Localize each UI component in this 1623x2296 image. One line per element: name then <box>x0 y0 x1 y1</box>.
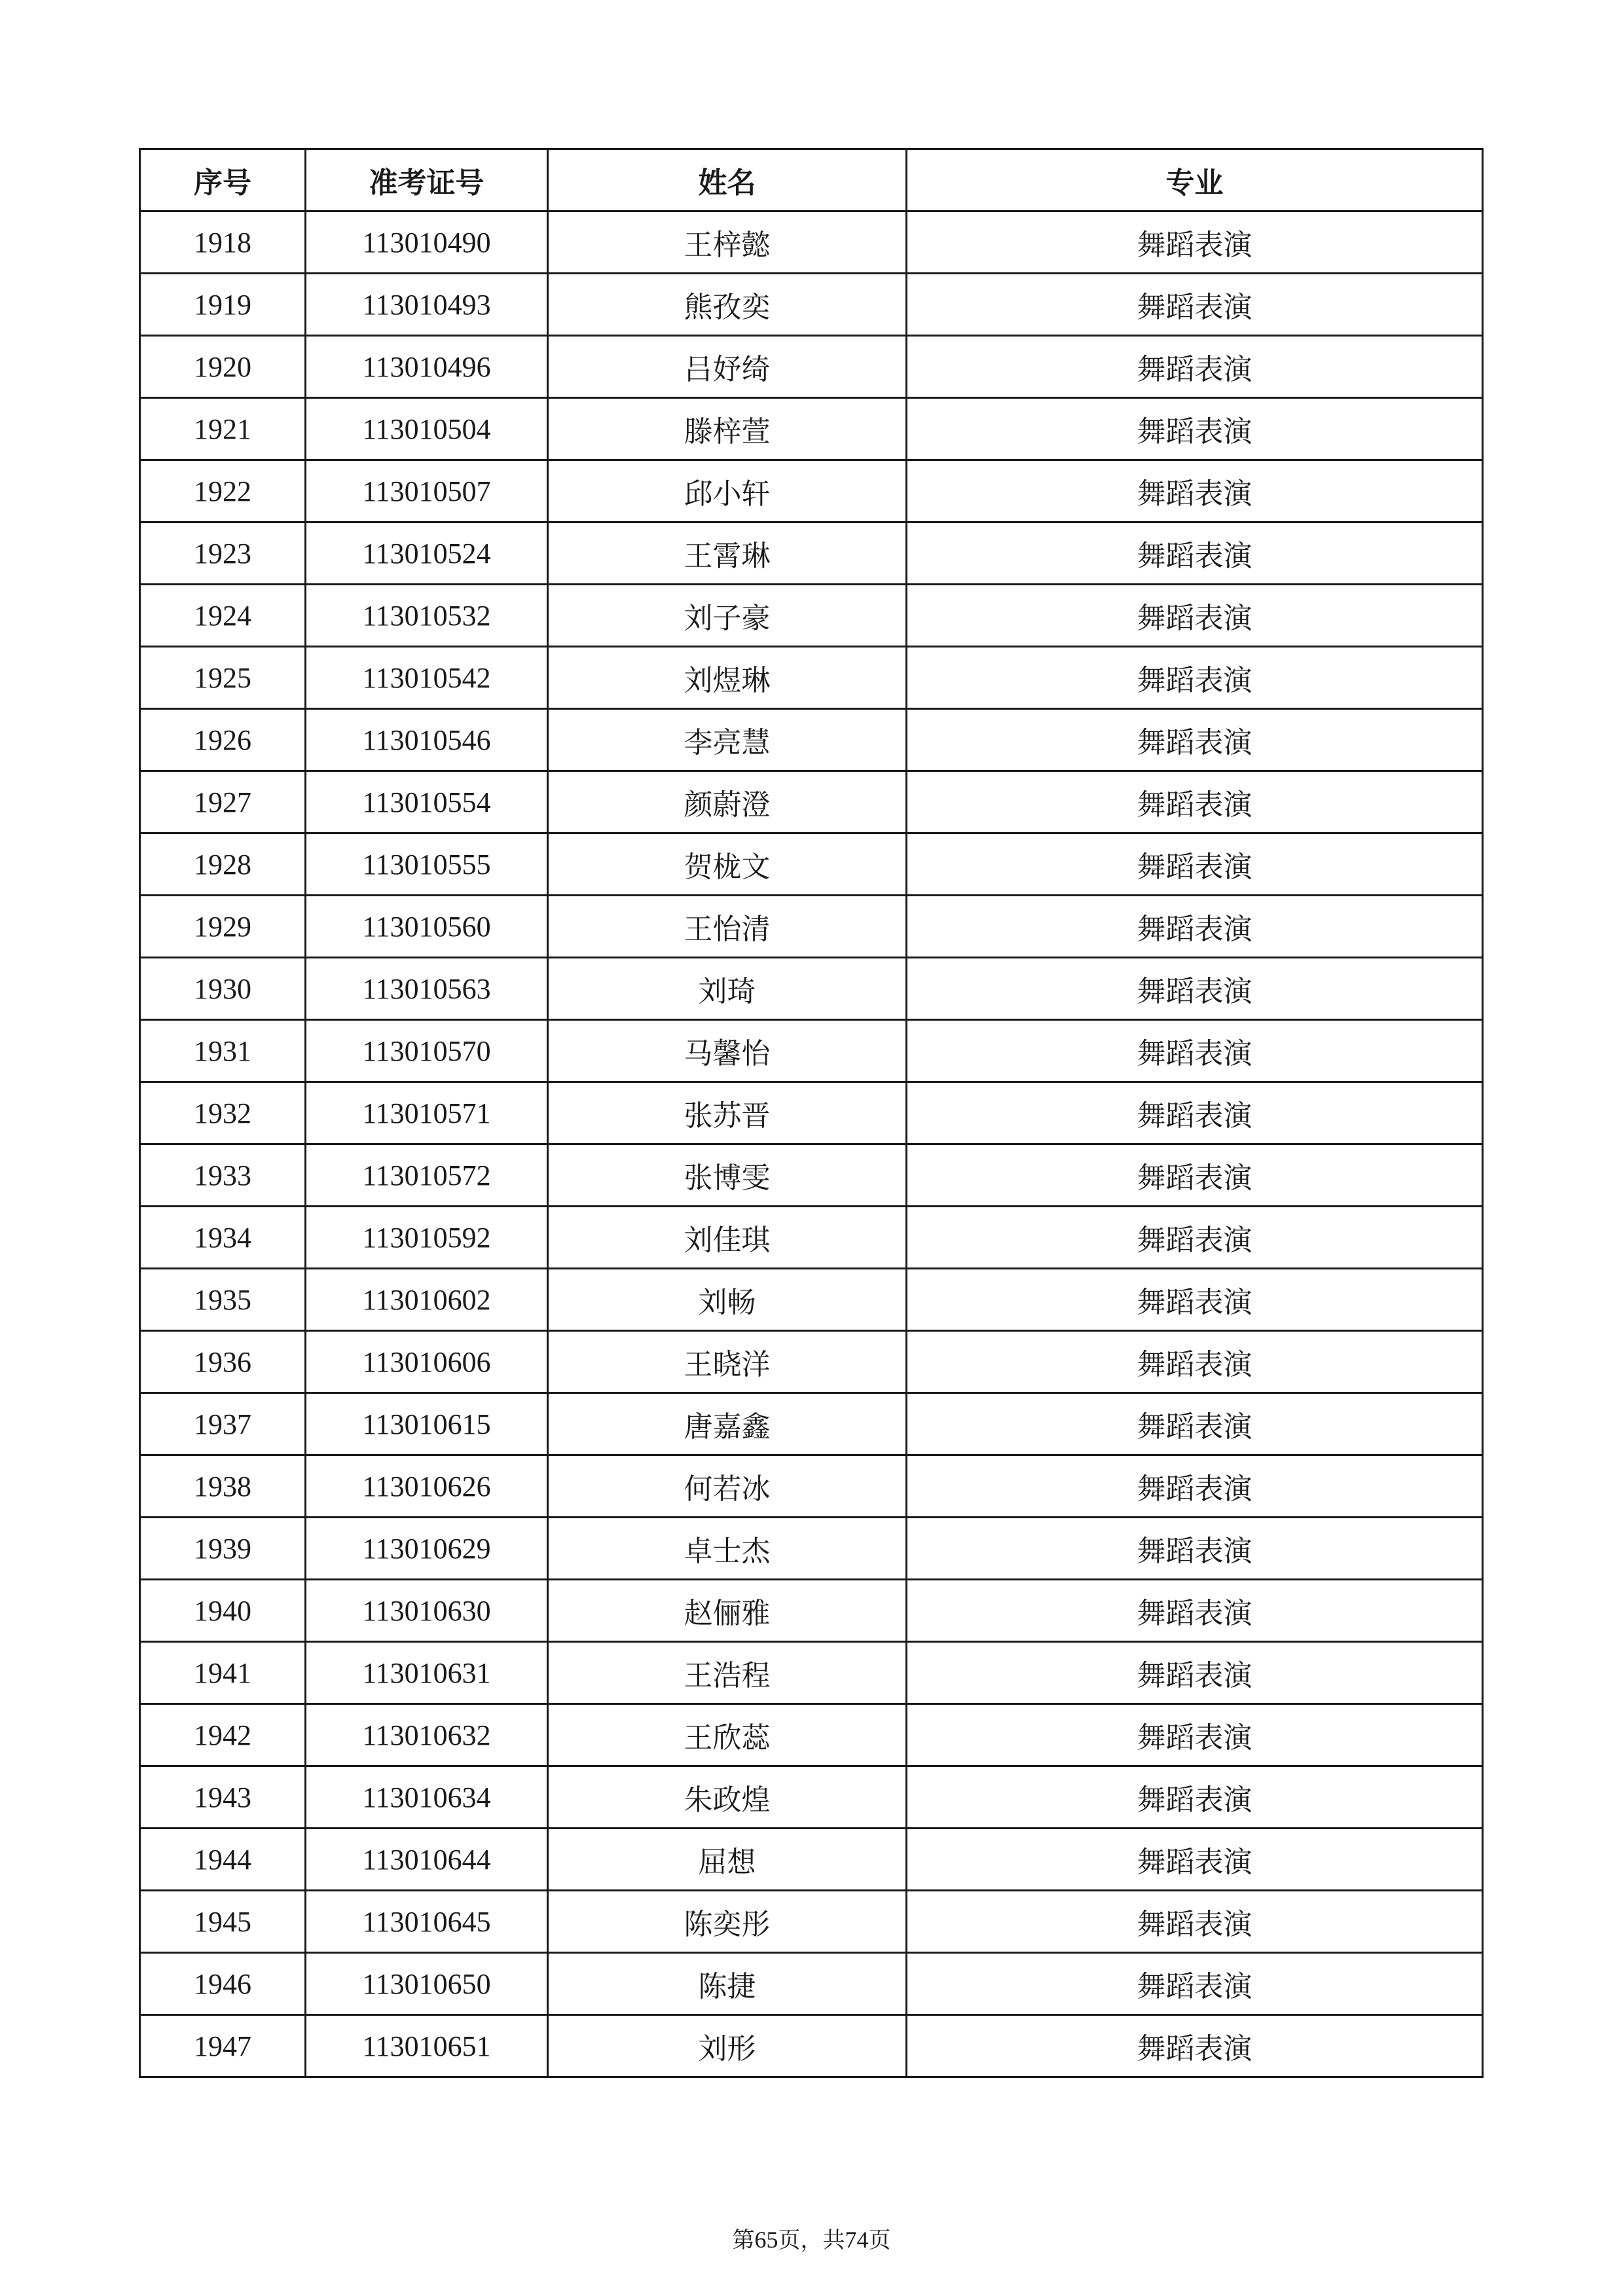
cell-major: 舞蹈表演 <box>907 522 1483 585</box>
table-row <box>140 1269 1483 1331</box>
table-body <box>140 211 1483 2077</box>
cell-exam-id: 113010626 <box>306 1455 548 1518</box>
table-row <box>140 709 1483 771</box>
cell-name: 赵俪雅 <box>548 1580 907 1642</box>
cell-name: 刘形 <box>548 2015 907 2077</box>
cell-major: 舞蹈表演 <box>907 1393 1483 1455</box>
cell-name: 邱小轩 <box>548 460 907 522</box>
cell-name: 熊孜奕 <box>548 274 907 336</box>
cell-seq: 1923 <box>140 522 306 585</box>
table-row <box>140 1766 1483 1829</box>
cell-exam-id: 113010602 <box>306 1269 548 1331</box>
table-row <box>140 1518 1483 1580</box>
cell-name: 王浩程 <box>548 1642 907 1704</box>
cell-exam-id: 113010572 <box>306 1144 548 1207</box>
cell-seq: 1935 <box>140 1269 306 1331</box>
header-major: 专业 <box>907 149 1483 211</box>
cell-seq: 1939 <box>140 1518 306 1580</box>
table-row <box>140 522 1483 585</box>
table-row <box>140 1331 1483 1393</box>
cell-exam-id: 113010507 <box>306 460 548 522</box>
cell-major: 舞蹈表演 <box>907 274 1483 336</box>
cell-seq: 1934 <box>140 1207 306 1269</box>
cell-name: 王欣蕊 <box>548 1704 907 1766</box>
cell-name: 马馨怡 <box>548 1020 907 1082</box>
table-row <box>140 1144 1483 1207</box>
cell-name: 李亮慧 <box>548 709 907 771</box>
footer-page-total: 74 <box>845 2227 869 2253</box>
cell-exam-id: 113010542 <box>306 647 548 709</box>
cell-seq: 1922 <box>140 460 306 522</box>
cell-name: 陈捷 <box>548 1953 907 2015</box>
header-exam-id: 准考证号 <box>306 149 548 211</box>
cell-exam-id: 113010555 <box>306 833 548 896</box>
cell-seq: 1921 <box>140 398 306 460</box>
table-row <box>140 1207 1483 1269</box>
cell-name: 张苏晋 <box>548 1082 907 1144</box>
cell-name: 朱政煌 <box>548 1766 907 1829</box>
cell-major: 舞蹈表演 <box>907 1891 1483 1953</box>
cell-seq: 1920 <box>140 336 306 398</box>
cell-major: 舞蹈表演 <box>907 1455 1483 1518</box>
cell-exam-id: 113010606 <box>306 1331 548 1393</box>
cell-name: 屈想 <box>548 1829 907 1891</box>
cell-seq: 1937 <box>140 1393 306 1455</box>
cell-major: 舞蹈表演 <box>907 1953 1483 2015</box>
cell-major: 舞蹈表演 <box>907 1829 1483 1891</box>
cell-seq: 1943 <box>140 1766 306 1829</box>
cell-name: 王梓懿 <box>548 211 907 274</box>
cell-name: 刘畅 <box>548 1269 907 1331</box>
table-row <box>140 585 1483 647</box>
table-row <box>140 958 1483 1020</box>
cell-exam-id: 113010645 <box>306 1891 548 1953</box>
table-row <box>140 1082 1483 1144</box>
cell-major: 舞蹈表演 <box>907 1020 1483 1082</box>
cell-seq: 1944 <box>140 1829 306 1891</box>
cell-seq: 1919 <box>140 274 306 336</box>
cell-name: 刘佳琪 <box>548 1207 907 1269</box>
table-row <box>140 398 1483 460</box>
cell-seq: 1926 <box>140 709 306 771</box>
table-row <box>140 336 1483 398</box>
footer-prefix: 第 <box>732 2227 755 2253</box>
cell-major: 舞蹈表演 <box>907 709 1483 771</box>
footer-suffix: 页 <box>868 2227 891 2253</box>
table-row <box>140 1829 1483 1891</box>
table-row <box>140 1020 1483 1082</box>
header-seq: 序号 <box>140 149 306 211</box>
cell-exam-id: 113010592 <box>306 1207 548 1269</box>
cell-exam-id: 113010634 <box>306 1766 548 1829</box>
cell-exam-id: 113010570 <box>306 1020 548 1082</box>
cell-exam-id: 113010651 <box>306 2015 548 2077</box>
table-row <box>140 1704 1483 1766</box>
table-row <box>140 1891 1483 1953</box>
table-header-row <box>140 149 1483 211</box>
cell-major: 舞蹈表演 <box>907 1269 1483 1331</box>
cell-exam-id: 113010629 <box>306 1518 548 1580</box>
cell-exam-id: 113010630 <box>306 1580 548 1642</box>
cell-name: 颜蔚澄 <box>548 771 907 833</box>
cell-major: 舞蹈表演 <box>907 336 1483 398</box>
cell-seq: 1928 <box>140 833 306 896</box>
cell-major: 舞蹈表演 <box>907 460 1483 522</box>
cell-exam-id: 113010650 <box>306 1953 548 2015</box>
cell-major: 舞蹈表演 <box>907 958 1483 1020</box>
footer-page-number: 65 <box>754 2227 778 2253</box>
cell-major: 舞蹈表演 <box>907 647 1483 709</box>
cell-name: 贺栊文 <box>548 833 907 896</box>
table-row <box>140 460 1483 522</box>
cell-name: 陈奕彤 <box>548 1891 907 1953</box>
cell-major: 舞蹈表演 <box>907 1207 1483 1269</box>
cell-exam-id: 113010504 <box>306 398 548 460</box>
cell-name: 张博雯 <box>548 1144 907 1207</box>
cell-major: 舞蹈表演 <box>907 585 1483 647</box>
cell-major: 舞蹈表演 <box>907 896 1483 958</box>
cell-seq: 1925 <box>140 647 306 709</box>
table-row <box>140 896 1483 958</box>
cell-exam-id: 113010632 <box>306 1704 548 1766</box>
cell-major: 舞蹈表演 <box>907 771 1483 833</box>
cell-name: 卓士杰 <box>548 1518 907 1580</box>
cell-seq: 1945 <box>140 1891 306 1953</box>
cell-exam-id: 113010644 <box>306 1829 548 1891</box>
table-row <box>140 833 1483 896</box>
cell-seq: 1927 <box>140 771 306 833</box>
footer-middle: 页，共 <box>778 2227 845 2253</box>
cell-major: 舞蹈表演 <box>907 1144 1483 1207</box>
cell-exam-id: 113010563 <box>306 958 548 1020</box>
cell-seq: 1930 <box>140 958 306 1020</box>
cell-exam-id: 113010532 <box>306 585 548 647</box>
cell-seq: 1947 <box>140 2015 306 2077</box>
cell-exam-id: 113010524 <box>306 522 548 585</box>
cell-name: 刘子豪 <box>548 585 907 647</box>
cell-major: 舞蹈表演 <box>907 1766 1483 1829</box>
cell-name: 滕梓萱 <box>548 398 907 460</box>
cell-seq: 1929 <box>140 896 306 958</box>
cell-major: 舞蹈表演 <box>907 398 1483 460</box>
cell-exam-id: 113010560 <box>306 896 548 958</box>
cell-seq: 1941 <box>140 1642 306 1704</box>
cell-exam-id: 113010554 <box>306 771 548 833</box>
table-row <box>140 2015 1483 2077</box>
cell-major: 舞蹈表演 <box>907 1518 1483 1580</box>
table-row <box>140 1642 1483 1704</box>
cell-exam-id: 113010631 <box>306 1642 548 1704</box>
cell-seq: 1940 <box>140 1580 306 1642</box>
cell-exam-id: 113010615 <box>306 1393 548 1455</box>
cell-major: 舞蹈表演 <box>907 2015 1483 2077</box>
cell-major: 舞蹈表演 <box>907 211 1483 274</box>
cell-exam-id: 113010546 <box>306 709 548 771</box>
cell-seq: 1918 <box>140 211 306 274</box>
cell-major: 舞蹈表演 <box>907 1331 1483 1393</box>
table-row <box>140 274 1483 336</box>
cell-major: 舞蹈表演 <box>907 1704 1483 1766</box>
table-row <box>140 647 1483 709</box>
results-table <box>139 148 1484 2078</box>
table-row <box>140 1953 1483 2015</box>
cell-seq: 1924 <box>140 585 306 647</box>
cell-name: 吕妤绮 <box>548 336 907 398</box>
cell-exam-id: 113010496 <box>306 336 548 398</box>
cell-major: 舞蹈表演 <box>907 1082 1483 1144</box>
table-row <box>140 1393 1483 1455</box>
cell-exam-id: 113010493 <box>306 274 548 336</box>
cell-name: 刘煜琳 <box>548 647 907 709</box>
cell-name: 王晓洋 <box>548 1331 907 1393</box>
cell-major: 舞蹈表演 <box>907 1580 1483 1642</box>
table-row <box>140 1580 1483 1642</box>
table-row <box>140 1455 1483 1518</box>
cell-seq: 1938 <box>140 1455 306 1518</box>
table-row <box>140 771 1483 833</box>
cell-seq: 1936 <box>140 1331 306 1393</box>
cell-seq: 1931 <box>140 1020 306 1082</box>
cell-name: 王霄琳 <box>548 522 907 585</box>
cell-major: 舞蹈表演 <box>907 1642 1483 1704</box>
table-row <box>140 211 1483 274</box>
cell-name: 何若冰 <box>548 1455 907 1518</box>
cell-exam-id: 113010490 <box>306 211 548 274</box>
header-name: 姓名 <box>548 149 907 211</box>
cell-major: 舞蹈表演 <box>907 833 1483 896</box>
cell-seq: 1932 <box>140 1082 306 1144</box>
cell-seq: 1942 <box>140 1704 306 1766</box>
page-footer <box>0 2222 1623 2254</box>
cell-seq: 1946 <box>140 1953 306 2015</box>
cell-name: 唐嘉鑫 <box>548 1393 907 1455</box>
cell-name: 王怡清 <box>548 896 907 958</box>
cell-exam-id: 113010571 <box>306 1082 548 1144</box>
cell-seq: 1933 <box>140 1144 306 1207</box>
cell-name: 刘琦 <box>548 958 907 1020</box>
